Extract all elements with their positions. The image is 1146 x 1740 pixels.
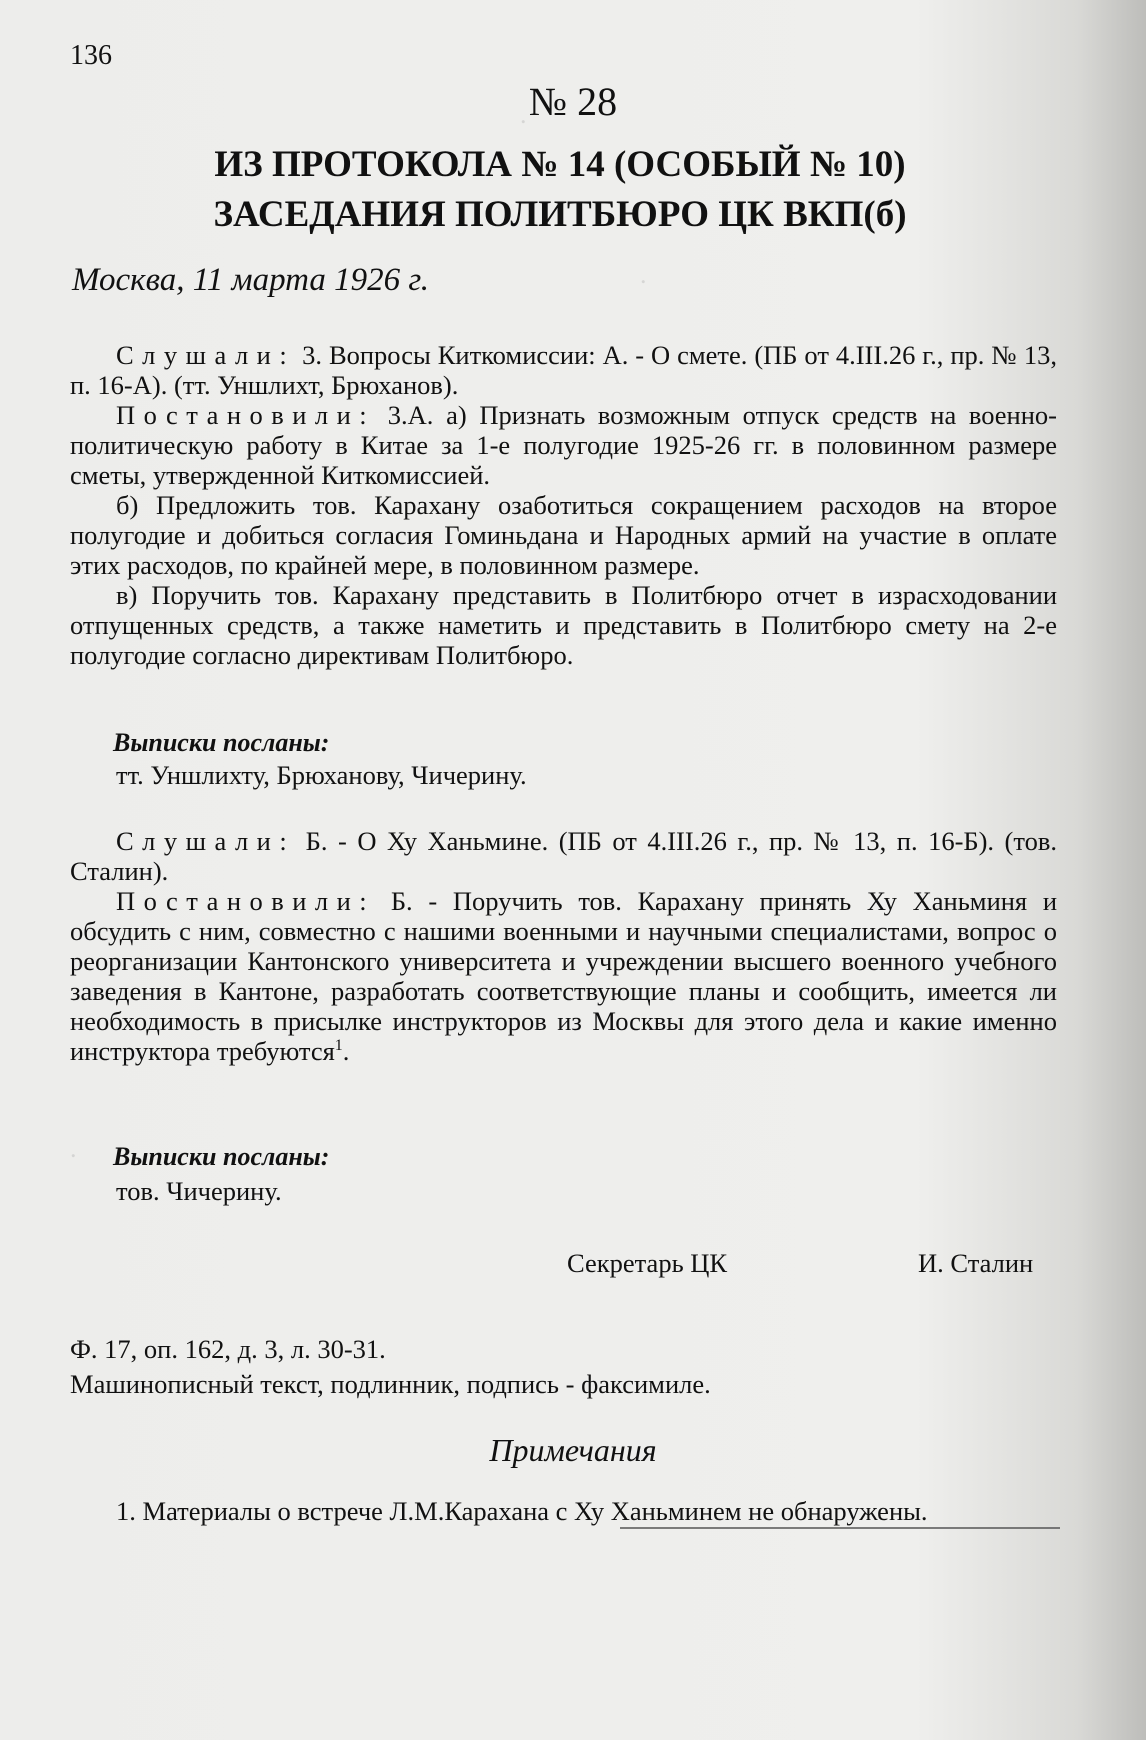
document-title (60, 140, 1060, 240)
page-number: 136 (70, 40, 112, 71)
item-2-heard (70, 826, 1057, 886)
document-number: № 28 (528, 79, 618, 124)
signature-name: И. Сталин (918, 1248, 1034, 1278)
extracts-label-1: Выписки посланы: (113, 728, 330, 757)
note-1: 1. Материалы о встрече Л.М.Карахана с Ху Ханьминем не обнаружены. (116, 1496, 928, 1526)
title-line-2: ЗАСЕДАНИЯ ПОЛИТБЮРО ЦК ВКП(б) (213, 194, 907, 235)
heard-label: Слушали: (116, 340, 296, 370)
item-1-point-b: б) Предложить тов. Карахану озаботиться сокращением расходов на второе полугодие и добиться согласия Гоминьдана и Народных армий на участие в оплате этих расходов, по крайней мере, в половинном размере. (70, 490, 1057, 580)
item-2-body (70, 826, 1057, 1066)
heard-label: Слушали: (116, 826, 296, 856)
item-1-resolved (70, 400, 1057, 490)
resolved-label: Постановили: (116, 886, 376, 916)
notes-title: Примечания (489, 1432, 657, 1468)
resolved-label: Постановили: (116, 400, 376, 430)
extracts-to-2: тов. Чичерину. (116, 1176, 282, 1206)
title-line-1: ИЗ ПРОТОКОЛА № 14 (ОСОБЫЙ № 10) (214, 144, 906, 185)
signature-role: Секретарь ЦК (567, 1248, 728, 1278)
footnote-ref: 1 (334, 1037, 343, 1055)
archive-reference: Ф. 17, оп. 162, д. 3, л. 30-31. (70, 1334, 386, 1364)
item-1-point-c: в) Поручить тов. Карахану представить в Политбюро отчет в израсходовании отпущенных средств, а также наметить и представить в Политбюро смету на 2-е полугодие согласно директивам Политбюро. (70, 580, 1057, 670)
resolved-text: 3.А. а) Признать возможным отпуск средств на военно-политическую работу в Китае за 1-е полугодие 1925-26 гг. в половинном размере сметы, утвержденной Киткомиссией. (70, 400, 1057, 490)
extracts-label-2: Выписки посланы: (113, 1142, 330, 1171)
heard-text: Б. - О Ху Ханьмине. (ПБ от 4.III.26 г., пр. № 13, п. 16-Б). (тов. Сталин). (70, 826, 1057, 886)
resolved-text: Б. - Поручить тов. Карахану принять Ху Ханьминя и обсудить с ним, совместно с нашими военными и научными специалистами, вопрос о реорганизации Кантонского университета и учреждении высшего военного учебного заведения в Кантоне, разработать соответствующие планы и сообщить, имеется ли необходимость в присылке инструкторов из Москвы для этого дела и какие именно инструктора требуются (70, 886, 1057, 1066)
archive-description: Машинописный текст, подлинник, подпись - факсимиле. (70, 1369, 711, 1399)
document-page: . . . 136 № 28 ИЗ ПРОТОКОЛА № 14 (ОСОБЫЙ № 10) ЗАСЕДАНИЯ ПОЛИТБЮРО ЦК ВКП(б) Москва, 11 марта 1926 г. Слушали: 3. Вопросы Киткомиссии: А. - О смете. (ПБ от 4.III.26 г., пр. № 13, п. 16-А). (тт. Уншлихт, Брюханов). Постановили: 3.А. а) Признать возможным отпуск средств на военно-политическую работу в Китае за 1-е полугодие 1925-26 гг. в половинном размере сметы, утвержденной Киткомиссией. б) Предложить тов. Карахану озаботиться сокращением расходов на второе полугодие и добиться согласия Гоминьдана и Народных армий на участие в оплате этих расходов, по крайней мере, в половинном размере. в) Поручить тов. Карахану представить в Политбюро отчет в израсходовании отпущенных средств, а также наметить и представить в Политбюро смету на 2-е полугодие согласно директивам Политбюро. Выписки посланы: тт. Уншлихту, Брюханову, Чичерину. Слушали: Б. - О Ху Ханьмине. (ПБ от 4.III.26 г., пр. № 13, п. 16-Б). (тов. Сталин). Постановили: Б. - Поручить тов. Карахану принять Ху Ханьминя и обсудить с ним, совместно с нашими военными и научными специалистами, вопрос о реорганизации Кантонского университета и учреждении высшего военного учебного заведения в Кантоне, разработать соответствующие планы и сообщить, имеется ли необходимость в присылке инструкторов из Москвы для этого дела и какие именно инструктора требуются$^1$. Выписки посланы: тов. Чичерину. Секретарь ЦК И. Сталин Ф. 17, оп. 162, д. 3, л. 30-31. Машинописный текст, подлинник, подпись - факсимиле. Примечания 1. Материалы о встрече Л.М.Карахана с Ху Ханьминем не обнаружены. (0, 0, 1146, 1740)
item-2-resolved: Постановили: Б. - Поручить тов. Карахану принять Ху Ханьминя и обсудить с ним, совместно с нашими военными и научными специалистами, вопрос о реорганизации Кантонского университета и учреждении высшего военного учебного заведения в Кантоне, разработать соответствующие планы и сообщить, имеется ли необходимость в присылке инструкторов из Москвы для этого дела и какие именно инструктора требуются$^1$. (70, 886, 1057, 1066)
heard-text: 3. Вопросы Киткомиссии: А. - О смете. (ПБ от 4.III.26 г., пр. № 13, п. 16-А). (тт. Уншлихт, Брюханов). (70, 340, 1058, 400)
item-1-body (70, 340, 1057, 670)
divider-line (620, 1525, 1060, 1531)
dateline: Москва, 11 марта 1926 г. (72, 262, 430, 298)
item-1-heard (70, 340, 1057, 400)
extracts-to-1: тт. Уншлихту, Брюханову, Чичерину. (116, 760, 527, 790)
